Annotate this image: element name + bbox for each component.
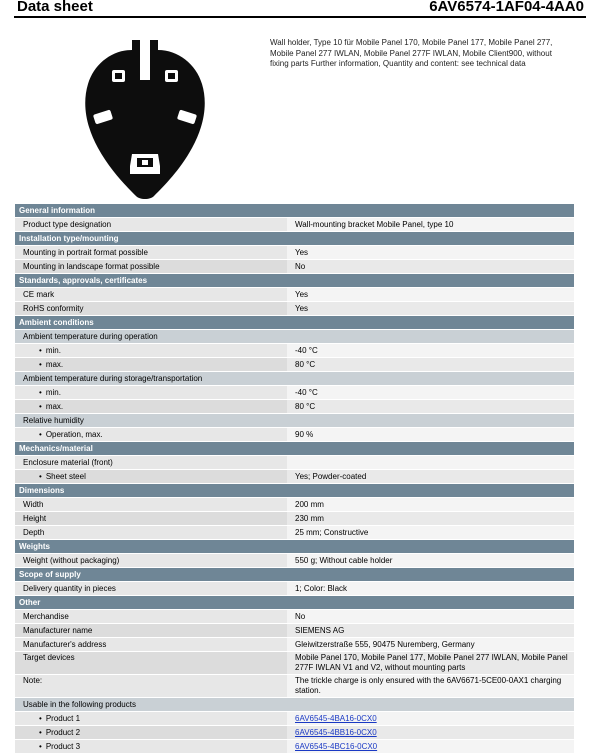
product-link-1[interactable]: 6AV6545-4BA16-0CX0: [295, 714, 377, 723]
spec-row-weight: Weight (without packaging) 550 g; Without cable holder: [15, 554, 574, 568]
spec-row-op-max: • max. 80 °C: [15, 358, 574, 372]
product-image: [80, 36, 210, 202]
bullet-label: • Product 2: [39, 728, 80, 737]
spec-row-product-type: Product type designation Wall-mounting bracket Mobile Panel, type 10: [15, 218, 574, 232]
bullet-label: • max.: [39, 402, 63, 411]
bullet-label: • Product 3: [39, 742, 80, 751]
spec-row-product-1: [15, 712, 574, 726]
spec-row-product-3: [15, 740, 574, 754]
spec-row-height: Height 230 mm: [15, 512, 574, 526]
section-general: General information: [15, 204, 574, 218]
page-title: Data sheet: [17, 0, 93, 15]
spec-row-sheet-steel: • Sheet steel Yes; Powder-coated: [15, 470, 574, 484]
section-mechanics: Mechanics/material: [15, 442, 574, 456]
datasheet-header: [14, 0, 586, 18]
section-installation: Installation type/mounting: [15, 232, 574, 246]
article-number: 6AV6574-1AF04-4AA0: [429, 0, 584, 15]
spec-row-product-2: [15, 726, 574, 740]
spec-table: [15, 204, 574, 754]
bullet-label: • max.: [39, 360, 63, 369]
spec-row-quantity: Delivery quantity in pieces 1; Color: Black: [15, 582, 574, 596]
spec-row-target-devices: Target devices Mobile Panel 170, Mobile Panel 177, Mobile Panel 277 IWLAN, Mobile Panel 277F IWLAN V1 and V2, without mounting parts: [15, 652, 574, 675]
group-operation-temp: Ambient temperature during operation: [15, 330, 574, 344]
spec-row-humidity: • Operation, max. 90 %: [15, 428, 574, 442]
spec-row-merchandise: Merchandise No: [15, 610, 574, 624]
bullet-label: • min.: [39, 346, 61, 355]
spec-row-ce: CE mark Yes: [15, 288, 574, 302]
spec-row-depth: Depth 25 mm; Constructive: [15, 526, 574, 540]
product-link-2[interactable]: 6AV6545-4BB16-0CX0: [295, 728, 377, 737]
section-dimensions: Dimensions: [15, 484, 574, 498]
product-description: Wall holder, Type 10 für Mobile Panel 170, Mobile Panel 177, Mobile Panel 277, Mobile Panel 277 IWLAN, Mobile Panel 277F IWLAN, Mobile Client900, without fixing parts Further information, Quantity and content: see technical data: [270, 38, 553, 68]
bullet-label: • Sheet steel: [39, 472, 86, 481]
section-standards: Standards, approvals, certificates: [15, 274, 574, 288]
spec-row-landscape: Mounting in landscape format possible No: [15, 260, 574, 274]
spec-row-portrait: Mounting in portrait format possible Yes: [15, 246, 574, 260]
spec-row-width: Width 200 mm: [15, 498, 574, 512]
spec-row-manufacturer: Manufacturer name SIEMENS AG: [15, 624, 574, 638]
bullet-label: • Operation, max.: [39, 430, 103, 439]
group-humidity: Relative humidity: [15, 414, 574, 428]
section-other: Other: [15, 596, 574, 610]
section-scope: Scope of supply: [15, 568, 574, 582]
spec-row-op-min: • min. -40 °C: [15, 344, 574, 358]
section-ambient: Ambient conditions: [15, 316, 574, 330]
spec-row-rohs: RoHS conformity Yes: [15, 302, 574, 316]
section-weights: Weights: [15, 540, 574, 554]
group-usable-products: Usable in the following products: [15, 698, 574, 712]
spec-row-st-min: • min. -40 °C: [15, 386, 574, 400]
bullet-label: • Product 1: [39, 714, 80, 723]
spec-row-st-max: • max. 80 °C: [15, 400, 574, 414]
spec-row-note: Note: The trickle charge is only ensured with the 6AV6671-5CE00-0AX1 charging station.: [15, 675, 574, 698]
product-link-3[interactable]: 6AV6545-4BC16-0CX0: [295, 742, 378, 751]
bullet-label: • min.: [39, 388, 61, 397]
group-storage-temp: Ambient temperature during storage/transportation: [15, 372, 574, 386]
group-enclosure: Enclosure material (front): [15, 456, 574, 470]
spec-row-address: Manufacturer's address Gleiwitzerstraße 555, 90475 Nuremberg, Germany: [15, 638, 574, 652]
